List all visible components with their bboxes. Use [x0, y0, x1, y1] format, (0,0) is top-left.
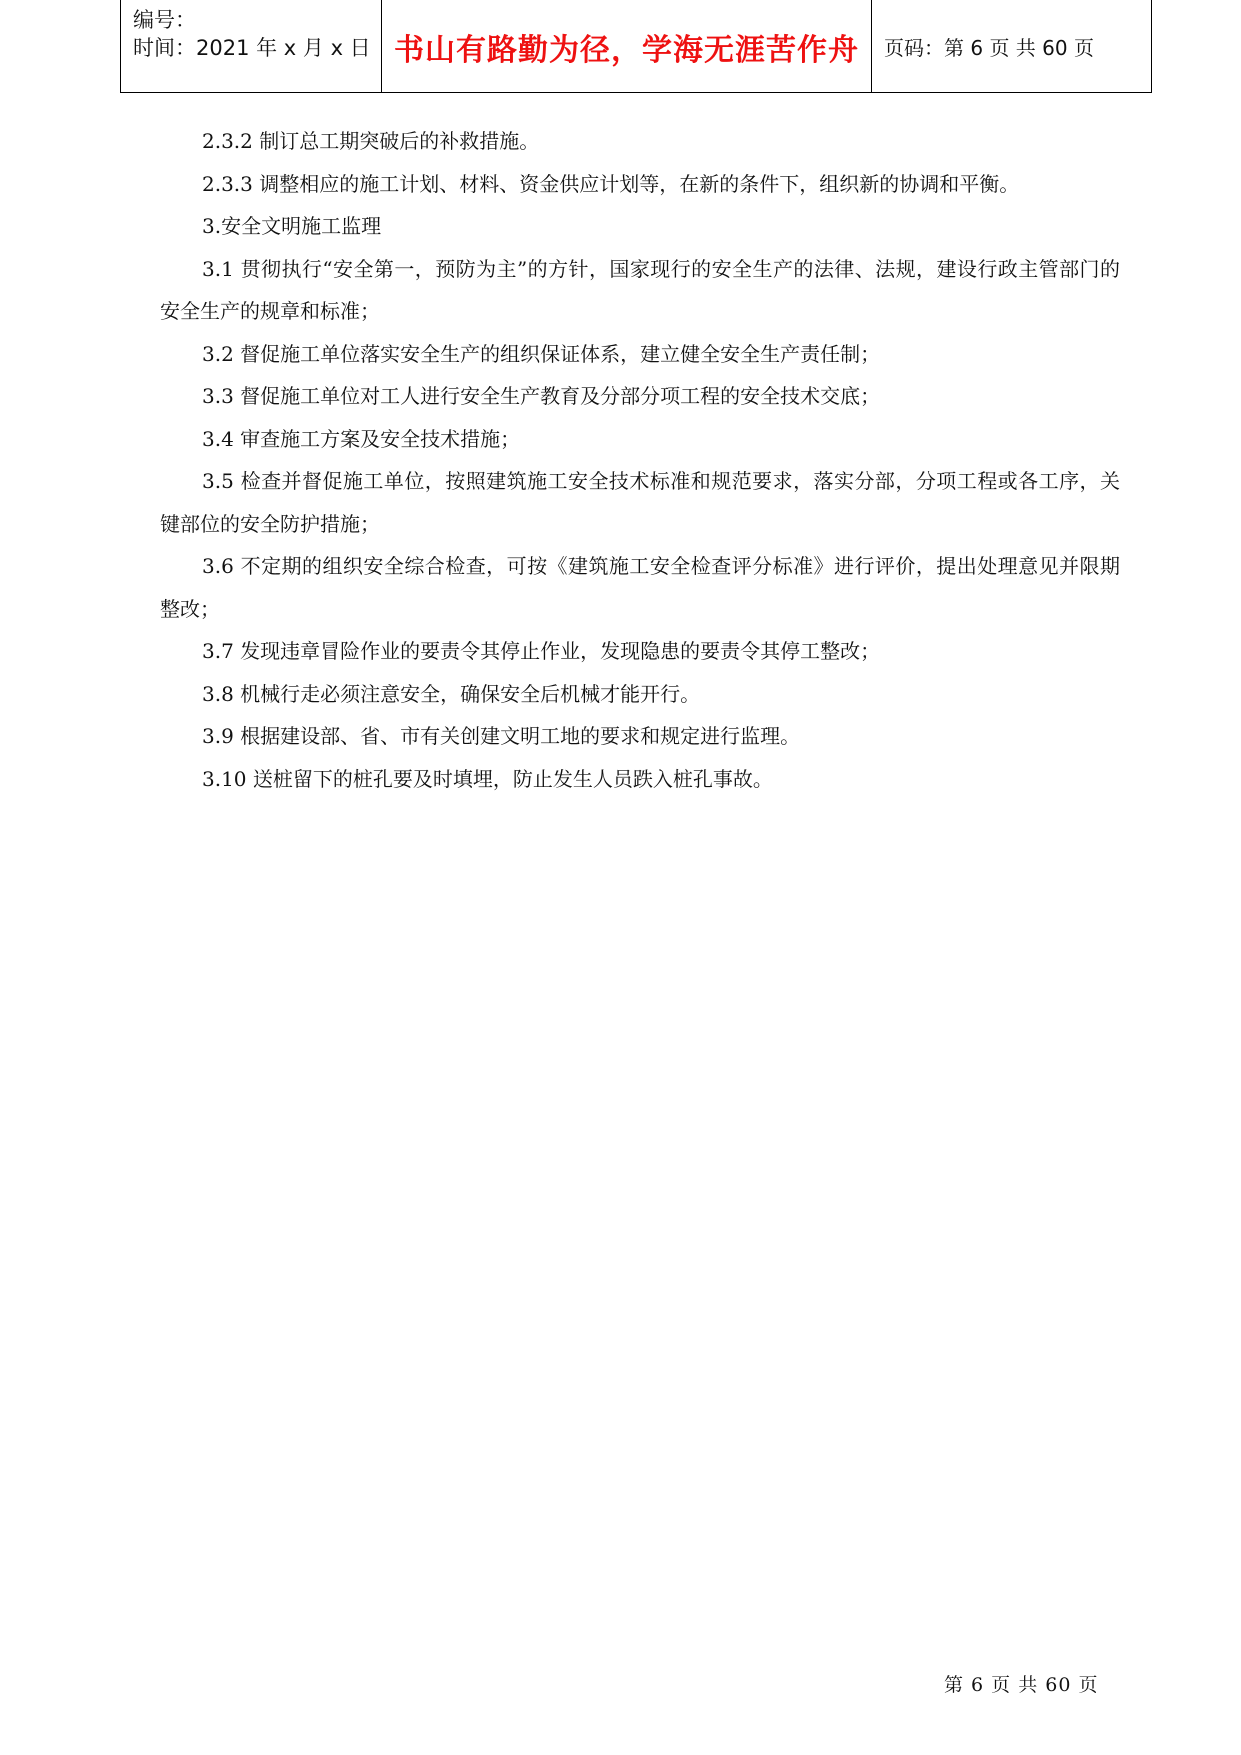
- paragraph: 3.8 机械行走必须注意安全，确保安全后机械才能开行。: [202, 681, 701, 706]
- paragraph: 3.9 根据建设部、省、市有关创建文明工地的要求和规定进行监理。: [202, 724, 801, 748]
- document-body: [160, 120, 1120, 800]
- paragraph: 3.10 送桩留下的桩孔要及时填埋，防止发生人员跌入桩孔事故。: [202, 766, 773, 791]
- paragraph: 2.3.3 调整相应的施工计划、材料、资金供应计划等，在新的条件下，组织新的协调和平衡。: [202, 171, 1020, 196]
- header-info-cell: [120, 0, 382, 92]
- document-time-label: 时间：2021 年 x 月 x 日: [133, 36, 371, 60]
- document-number-label: 编号：: [133, 8, 196, 32]
- paragraph: 3.6 不定期的组织安全综合检查，可按《建筑施工安全检查评分标准》进行评价，提出处理意见并限期整改；: [160, 554, 1120, 621]
- motto-text: 书山有路勤为径，学海无涯苦作舟: [394, 33, 859, 68]
- section-heading: 3.安全文明施工监理: [202, 214, 382, 238]
- paragraph: 3.4 审查施工方案及安全技术措施；: [202, 426, 521, 451]
- paragraph: 2.3.2 制订总工期突破后的补救措施。: [202, 129, 540, 153]
- header-motto-cell: [382, 0, 872, 92]
- paragraph: 3.5 检查并督促施工单位，按照建筑施工安全技术标准和规范要求，落实分部，分项工程或各工序，关键部位的安全防护措施；: [160, 469, 1120, 536]
- page-header: [120, 0, 1152, 93]
- header-page-cell: [872, 0, 1152, 92]
- paragraph: 3.7 发现违章冒险作业的要责令其停止作业，发现隐患的要责令其停工整改；: [202, 639, 881, 663]
- paragraph: 3.2 督促施工单位落实安全生产的组织保证体系，建立健全安全生产责任制；: [202, 341, 881, 366]
- paragraph: 3.1 贯彻执行“安全第一，预防为主”的方针，国家现行的安全生产的法律、法规，建设行政主管部门的安全生产的规章和标准；: [160, 256, 1120, 323]
- page-footer: 第 6 页 共 60 页: [944, 1674, 1099, 1696]
- paragraph: 3.3 督促施工单位对工人进行安全生产教育及分部分项工程的安全技术交底；: [202, 384, 881, 408]
- header-page-label: 页码：第 6 页 共 60 页: [884, 35, 1094, 60]
